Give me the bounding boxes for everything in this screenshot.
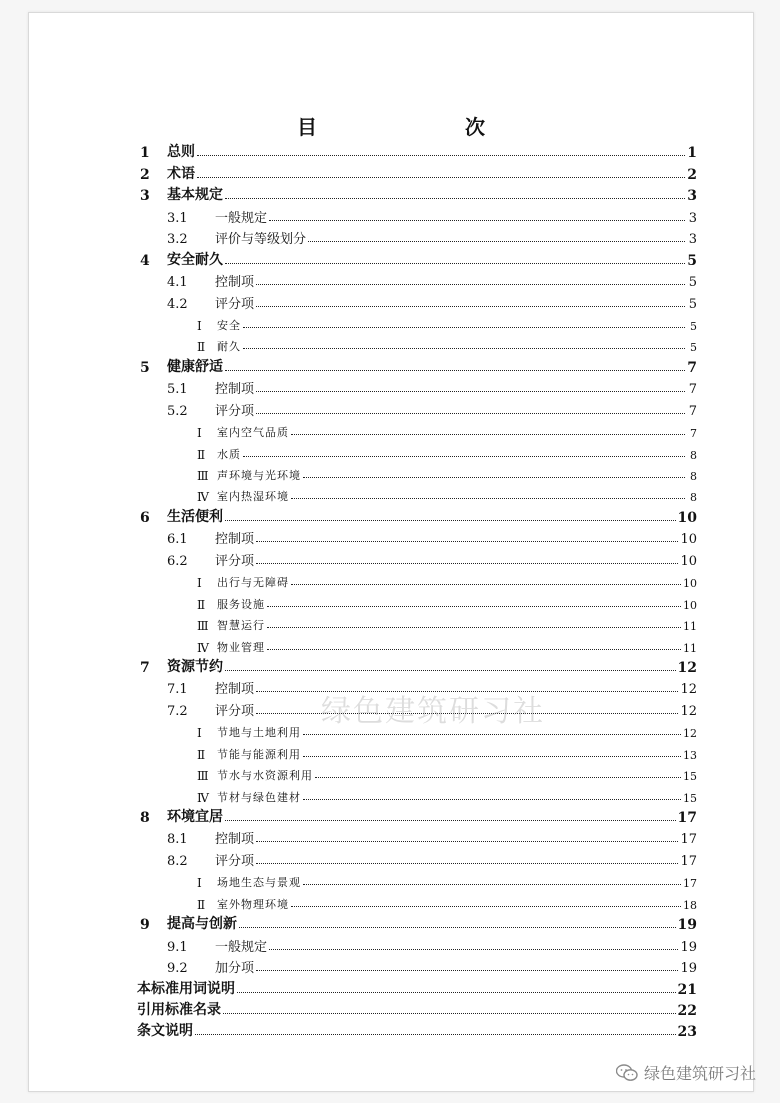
toc-entry-number: 9 [140, 917, 150, 934]
toc-entry-page-number: 5 [690, 319, 697, 333]
toc-entry-page-number: 7 [688, 382, 697, 398]
toc-entry-page-number: 12 [680, 682, 697, 698]
toc-leader-dots [267, 649, 681, 650]
footer-brand-text: 绿色建筑研习社 [643, 1064, 756, 1083]
toc-entry-number: 7 [140, 659, 150, 676]
toc-entry-number: 5.2 [167, 403, 188, 419]
toc-entry[interactable] [137, 419, 697, 440]
toc-leader-dots [239, 927, 676, 928]
toc-entry[interactable] [137, 462, 697, 483]
toc-entry-label: 基本规定 [167, 187, 223, 204]
toc-entry[interactable] [137, 762, 697, 783]
toc-entry-number: 5 [140, 359, 150, 376]
toc-entry-page-number: 5 [688, 296, 697, 312]
toc-leader-dots [256, 284, 685, 285]
toc-entry[interactable] [137, 290, 697, 311]
toc-entry-page-number: 17 [680, 853, 697, 869]
toc-entry-page-number: 7 [687, 359, 697, 376]
toc-entry[interactable] [137, 204, 697, 225]
toc-entry-number: Ⅱ [197, 447, 206, 462]
toc-entry-label: 总则 [167, 144, 195, 161]
toc-entry-page-number: 10 [680, 532, 697, 548]
toc-entry[interactable] [137, 783, 697, 804]
toc-entry[interactable] [137, 526, 697, 547]
toc-leader-dots [315, 777, 681, 778]
toc-entry-page-number: 3 [688, 210, 697, 226]
toc-entry-number: Ⅲ [197, 469, 209, 483]
toc-entry-label: 智慧运行 [217, 619, 265, 633]
toc-entry-label: 生活便利 [167, 508, 223, 525]
toc-leader-dots [225, 198, 685, 199]
toc-entry-page-number: 13 [683, 748, 697, 762]
toc-entry-page-number: 2 [687, 166, 697, 183]
toc-entry-page-number: 12 [677, 659, 697, 676]
toc-entry[interactable] [137, 955, 697, 976]
toc-entry-label: 室内热湿环境 [217, 490, 289, 504]
toc-entry[interactable] [137, 354, 697, 375]
toc-entry-number: 3.2 [167, 232, 188, 248]
toc-leader-dots [291, 498, 685, 499]
toc-entry-page-number: 7 [688, 403, 697, 419]
toc-entry[interactable] [137, 590, 697, 611]
toc-entry[interactable] [137, 633, 697, 654]
toc-entry-label: 控制项 [215, 275, 255, 291]
toc-entry[interactable] [137, 847, 697, 868]
toc-entry[interactable] [137, 333, 697, 354]
toc-entry-number: Ⅰ [197, 726, 202, 741]
toc-entry-number: 8.2 [167, 853, 188, 869]
toc-leader-dots [195, 1034, 676, 1035]
toc-entry-page-number: 8 [690, 470, 697, 483]
toc-entry[interactable] [137, 869, 697, 890]
toc-entry[interactable] [137, 740, 697, 761]
toc-entry-page-number: 12 [680, 703, 697, 719]
toc-entry-page-number: 19 [677, 917, 697, 934]
toc-entry-number: 6 [140, 509, 150, 526]
toc-entry-page-number: 17 [677, 810, 697, 826]
table-of-contents [137, 140, 697, 1040]
toc-entry-number: Ⅱ [197, 340, 206, 355]
toc-entry-number: 9.1 [167, 939, 188, 955]
toc-entry-label: 控制项 [215, 682, 255, 698]
toc-entry[interactable] [137, 655, 697, 676]
wechat-icon [616, 1064, 638, 1082]
toc-entry[interactable] [137, 376, 697, 397]
toc-entry[interactable] [137, 826, 697, 847]
toc-entry-label: 水质 [217, 447, 241, 461]
toc-entry[interactable] [137, 612, 697, 633]
toc-entry[interactable] [137, 397, 697, 418]
toc-leader-dots [269, 220, 685, 221]
toc-entry[interactable] [137, 890, 697, 911]
toc-leader-dots [256, 863, 678, 864]
toc-entry-number: 4.2 [167, 296, 188, 312]
toc-entry-number: 2 [140, 166, 150, 183]
toc-entry-page-number: 8 [690, 448, 697, 462]
toc-entry-number: 7.2 [167, 703, 188, 719]
toc-entry[interactable] [137, 1019, 697, 1040]
toc-leader-dots [308, 241, 685, 242]
toc-leader-dots [225, 520, 676, 521]
toc-entry-page-number: 17 [683, 877, 697, 891]
toc-entry-page-number: 10 [683, 577, 697, 591]
toc-entry-page-number: 11 [683, 620, 697, 634]
toc-entry-page-number: 23 [677, 1024, 697, 1041]
toc-entry[interactable] [137, 226, 697, 247]
toc-entry-page-number: 3 [688, 232, 697, 248]
toc-entry[interactable] [137, 569, 697, 590]
toc-leader-dots [256, 306, 685, 307]
toc-entry-label: 一般规定 [215, 210, 268, 226]
toc-entry[interactable] [137, 312, 697, 333]
toc-entry-page-number: 18 [683, 898, 697, 912]
toc-leader-dots [269, 949, 678, 950]
toc-entry-number: Ⅰ [197, 426, 202, 441]
toc-leader-dots [303, 477, 685, 478]
toc-entry-label: 一般规定 [215, 939, 268, 955]
toc-leader-dots [243, 348, 685, 349]
toc-leader-dots [243, 456, 685, 457]
toc-entry-page-number: 15 [683, 791, 697, 805]
toc-entry-label: 评价与等级划分 [215, 232, 307, 248]
toc-entry-label: 本标准用词说明 [137, 980, 235, 997]
toc-entry-page-number: 10 [680, 553, 697, 569]
toc-entry[interactable] [137, 440, 697, 461]
toc-leader-dots [303, 734, 681, 735]
toc-entry-label: 控制项 [215, 832, 255, 848]
toc-entry-number: 6.1 [167, 532, 188, 548]
toc-entry-number: Ⅱ [197, 897, 206, 912]
toc-entry[interactable] [137, 247, 697, 268]
toc-entry-page-number: 10 [677, 509, 697, 526]
toc-entry-number: Ⅲ [197, 619, 209, 634]
toc-leader-dots [291, 906, 681, 907]
toc-leader-dots [256, 563, 678, 564]
toc-entry[interactable] [137, 269, 697, 290]
toc-entry-number: Ⅳ [197, 640, 209, 655]
toc-entry-page-number: 19 [680, 939, 697, 955]
toc-leader-dots [256, 391, 685, 392]
toc-entry-number: 1 [140, 145, 150, 162]
toc-entry[interactable] [137, 697, 697, 718]
toc-leader-dots [197, 155, 685, 156]
toc-entry-label: 控制项 [215, 382, 255, 398]
toc-entry-number: Ⅳ [197, 490, 209, 505]
toc-entry-label: 提高与创新 [167, 916, 237, 933]
toc-entry-label: 节地与土地利用 [217, 726, 301, 740]
toc-leader-dots [303, 884, 681, 885]
toc-entry-label: 评分项 [215, 403, 255, 419]
toc-leader-dots [256, 691, 678, 692]
toc-entry-label: 资源节约 [167, 658, 223, 675]
toc-entry[interactable] [137, 912, 697, 933]
toc-entry[interactable] [137, 504, 697, 525]
toc-entry-label: 术语 [167, 165, 195, 182]
page-title: 目 次 [297, 115, 521, 139]
toc-entry-page-number: 21 [677, 981, 697, 998]
toc-leader-dots [256, 841, 678, 842]
toc-leader-dots [267, 606, 681, 607]
toc-entry-label: 评分项 [215, 853, 255, 869]
toc-entry-page-number: 5 [688, 275, 697, 291]
document-page [28, 12, 754, 1092]
toc-entry[interactable] [137, 805, 697, 826]
toc-entry[interactable] [137, 933, 697, 954]
toc-entry-label: 物业管理 [217, 640, 265, 654]
toc-entry-label: 条文说明 [137, 1023, 193, 1040]
toc-entry-label: 健康舒适 [167, 358, 223, 375]
toc-entry-page-number: 15 [683, 770, 697, 784]
toc-entry-number: Ⅰ [197, 576, 202, 591]
toc-entry-label: 安全 [217, 318, 241, 332]
toc-entry-label: 场地生态与景观 [217, 876, 301, 890]
toc-entry-number: 5.1 [167, 382, 188, 398]
toc-entry-label: 耐久 [217, 340, 241, 354]
toc-entry-label: 节水与水资源利用 [217, 769, 313, 783]
toc-entry-page-number: 3 [687, 188, 697, 205]
toc-entry-label: 出行与无障碍 [217, 576, 289, 590]
toc-entry[interactable] [137, 998, 697, 1019]
toc-entry-label: 评分项 [215, 553, 255, 569]
toc-entry-label: 节材与绿色建材 [217, 790, 301, 804]
toc-entry-number: 7.1 [167, 682, 188, 698]
toc-entry[interactable] [137, 483, 697, 504]
toc-leader-dots [197, 177, 685, 178]
toc-entry[interactable] [137, 183, 697, 204]
toc-entry-number: 9.2 [167, 961, 188, 977]
toc-entry-label: 安全耐久 [167, 251, 223, 268]
toc-entry[interactable] [137, 161, 697, 182]
toc-entry-number: Ⅱ [197, 747, 206, 762]
toc-entry[interactable] [137, 719, 697, 740]
toc-entry-label: 服务设施 [217, 597, 265, 611]
toc-entry-page-number: 17 [680, 832, 697, 848]
toc-leader-dots [256, 541, 678, 542]
toc-entry-page-number: 5 [687, 252, 697, 269]
toc-leader-dots [303, 799, 681, 800]
toc-entry-number: 3 [140, 188, 150, 205]
toc-entry-label: 节能与能源利用 [217, 747, 301, 761]
toc-entry-number: 8.1 [167, 832, 188, 848]
toc-leader-dots [225, 820, 676, 821]
toc-entry-label: 加分项 [215, 961, 255, 977]
toc-entry-label: 评分项 [215, 296, 255, 312]
toc-leader-dots [291, 434, 685, 435]
toc-entry-number: 6.2 [167, 553, 188, 569]
toc-leader-dots [225, 370, 685, 371]
toc-leader-dots [243, 327, 685, 328]
toc-leader-dots [303, 756, 681, 757]
toc-leader-dots [256, 970, 678, 971]
toc-entry-page-number: 22 [677, 1002, 697, 1019]
toc-entry-number: 3.1 [167, 210, 188, 226]
footer-brand-mark [616, 1061, 756, 1084]
toc-leader-dots [225, 263, 685, 264]
toc-entry-number: Ⅰ [197, 876, 202, 891]
toc-leader-dots [256, 713, 678, 714]
toc-entry-number: 4 [140, 252, 150, 269]
toc-entry-label: 环境宜居 [167, 809, 223, 825]
toc-entry-number: Ⅳ [197, 790, 209, 805]
toc-entry-page-number: 11 [683, 641, 697, 655]
toc-entry-label: 引用标准名录 [137, 1001, 221, 1018]
toc-entry[interactable] [137, 140, 697, 161]
toc-entry-number: 8 [140, 810, 150, 826]
toc-entry-number: Ⅲ [197, 769, 209, 784]
watermark: 绿色建筑研习社 [321, 694, 545, 729]
toc-entry[interactable] [137, 676, 697, 697]
toc-entry-page-number: 8 [690, 491, 697, 505]
toc-entry[interactable] [137, 976, 697, 997]
toc-entry-page-number: 12 [683, 727, 697, 741]
toc-entry-page-number: 10 [683, 598, 697, 612]
toc-leader-dots [291, 584, 681, 585]
toc-leader-dots [237, 992, 676, 993]
toc-entry[interactable] [137, 547, 697, 568]
toc-leader-dots [225, 670, 676, 671]
toc-entry-label: 评分项 [215, 703, 255, 719]
toc-leader-dots [267, 627, 681, 628]
toc-entry-label: 室内空气品质 [217, 426, 289, 440]
toc-entry-number: Ⅰ [197, 318, 202, 333]
toc-entry-page-number: 19 [680, 961, 697, 977]
toc-leader-dots [256, 413, 685, 414]
toc-leader-dots [223, 1013, 676, 1014]
toc-entry-page-number: 5 [690, 341, 697, 355]
toc-entry-page-number: 1 [687, 145, 697, 162]
toc-entry-page-number: 7 [690, 427, 697, 441]
toc-entry-label: 声环境与光环境 [217, 469, 301, 482]
toc-entry-number: Ⅱ [197, 597, 206, 612]
toc-entry-number: 4.1 [167, 275, 188, 291]
toc-entry-label: 控制项 [215, 532, 255, 548]
toc-entry-label: 室外物理环境 [217, 897, 289, 911]
